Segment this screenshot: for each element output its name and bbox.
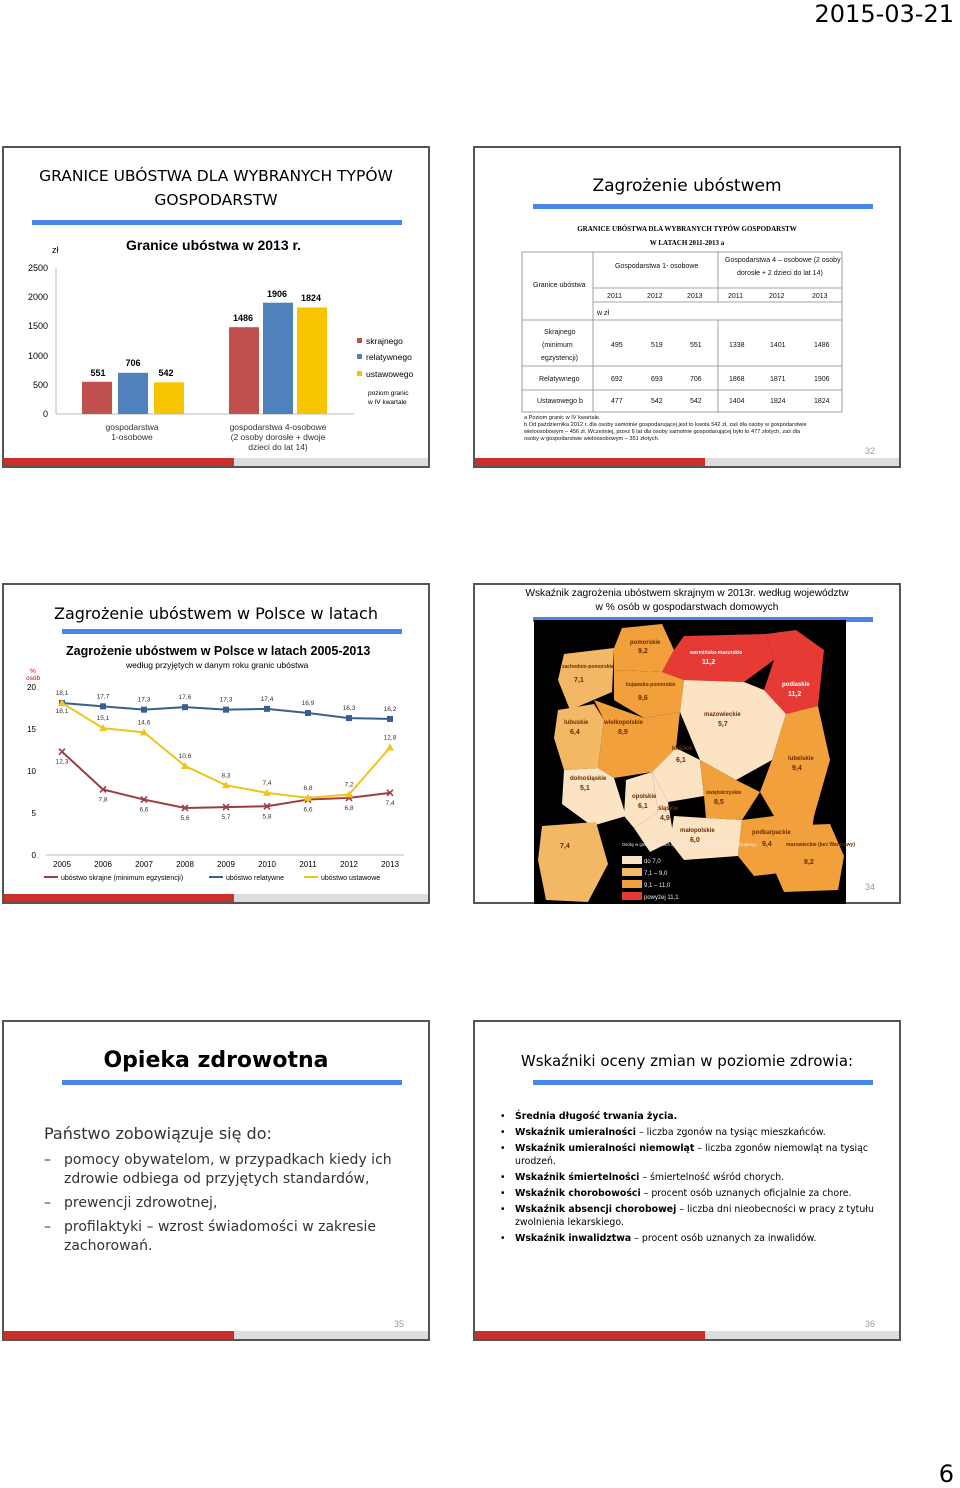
data-label: 6,6 — [139, 806, 149, 814]
row-label: Skrajnego — [544, 329, 576, 336]
indicators-list — [500, 1110, 879, 1248]
region-label: małopolskie — [680, 828, 715, 834]
region-label: pomorskie — [630, 640, 661, 646]
data-point — [386, 743, 394, 750]
cell: 1404 — [729, 398, 745, 405]
x-tick-label: 2005 — [53, 860, 71, 869]
list-item: • Wskaźnik absencji chorobowej – liczba dni nieobecności w pracy z tytułu zwolnienia lekarskiego. — [500, 1204, 874, 1228]
data-label: 10,6 — [178, 752, 192, 760]
y-tick-label: 10 — [27, 767, 36, 776]
data-point — [100, 703, 106, 709]
region-value: 8,9 — [618, 729, 628, 736]
bar-1os-skrajne — [82, 382, 112, 414]
region-label: kujawsko-pomorskie — [626, 682, 676, 688]
data-label: 542 — [158, 368, 174, 378]
data-label: 18,1 — [55, 689, 69, 697]
region-label: mazowieckie — [704, 712, 741, 718]
data-label: 16,3 — [342, 705, 356, 713]
poverty-bar-chart — [4, 226, 428, 466]
region-label: dolnośląskie — [570, 776, 607, 782]
table-note: wieloosobowym – 456 zł. Wcześniej, przez 6 lat dla osoby samotnie gospodarującej było to 477 złotych, zaś dla — [524, 429, 801, 435]
region-value: 6,1 — [638, 803, 648, 810]
data-label: 15,1 — [96, 715, 110, 723]
region-value: 8,5 — [714, 799, 724, 806]
bar-4os-ustawowe — [297, 308, 327, 415]
region-value: 9,6 — [638, 695, 648, 702]
cell: 693 — [651, 376, 663, 383]
obligations-list — [44, 1124, 408, 1261]
slide-title: Zagrożenie ubóstwem — [592, 176, 782, 196]
region-value: 11,2 — [788, 691, 802, 698]
data-label: 7,4 — [262, 779, 272, 787]
x-tick-label: 2013 — [381, 860, 399, 869]
ytick: 500 — [32, 380, 48, 390]
region-label: łódzkie — [672, 746, 693, 752]
x-tick-label: 2006 — [94, 860, 112, 869]
chart-title: Granice ubóstwa w 2013 r. — [126, 237, 302, 253]
bar-4os-skrajne — [229, 327, 259, 414]
x-tick-label: 2010 — [258, 860, 276, 869]
category-label: dzieci do lat 14) — [248, 442, 308, 452]
data-label: 7,2 — [344, 781, 354, 789]
data-label: 12,8 — [383, 734, 397, 742]
data-label: 16,2 — [383, 705, 397, 713]
list-item: • Wskaźnik umieralności niemowląt – liczba zgonów niemowląt na tysiąc urodzeń. — [500, 1143, 869, 1167]
year: 2012 — [769, 293, 785, 300]
page-date: 2015-03-21 — [814, 0, 954, 28]
data-label: 17,7 — [96, 693, 110, 701]
slide-health-indicators — [473, 1020, 901, 1341]
unit-label: zł — [52, 245, 59, 255]
slide-footer — [4, 458, 428, 466]
slide-footer — [4, 1331, 428, 1339]
legend-label: skrajnego — [366, 336, 403, 346]
slide-title: Wskaźnik zagrożenia ubóstwem skrajnym w 2013r. według województw w % osób w gospodarstwach domowych — [525, 588, 849, 613]
map-legend-title: Osoby w gospodarstwach domowych poniżej granicy ubóstwa skrajnego — [622, 842, 757, 847]
inset-value: 7,4 — [560, 843, 570, 850]
data-label: 6,8 — [344, 804, 354, 812]
category-label: (2 osoby dorosłe + dwoje — [230, 432, 326, 442]
data-label: 551 — [90, 368, 106, 378]
data-label: 5,7 — [221, 814, 231, 822]
legend-swatch — [357, 338, 362, 343]
region-label: lubelskie — [788, 756, 814, 762]
y-axis-label: % — [30, 668, 36, 675]
cell: 1868 — [729, 376, 745, 383]
table-header: Gospodarstwa 1- osobowe — [615, 263, 699, 270]
cell: 1871 — [770, 376, 786, 383]
table-note: osoby w gospodarstwie wieloosobowym – 351 złotych. — [524, 436, 660, 442]
data-point — [264, 706, 270, 712]
region-label: podlaskie — [782, 682, 810, 688]
data-point — [182, 704, 188, 710]
cell: 692 — [611, 376, 623, 383]
series-line — [62, 752, 390, 808]
table-header: Granice ubóstwa — [533, 282, 586, 289]
map-legend-item: do 7,0 — [644, 859, 661, 865]
region-value: 11,2 — [702, 659, 716, 666]
year: 2013 — [687, 293, 703, 300]
data-label: 1824 — [300, 293, 322, 303]
region-value: 5,7 — [718, 721, 728, 728]
region-value: 6,0 — [690, 837, 700, 844]
region-lubuskie — [554, 704, 604, 770]
y-tick-label: 0 — [31, 851, 36, 860]
legend-note: w IV kwartale — [368, 399, 407, 406]
legend-note: poziom granic — [368, 390, 409, 397]
region-value: 9,4 — [762, 841, 772, 848]
poland-voivodeship-map — [534, 620, 856, 904]
x-tick-label: 2011 — [299, 860, 317, 869]
map-legend-item: 7,1 – 9,0 — [644, 871, 668, 877]
region-label: warmińsko-mazurskie — [690, 650, 743, 656]
data-label: 7,4 — [385, 799, 395, 807]
ytick: 2500 — [27, 263, 48, 273]
y-tick-label: 20 — [27, 683, 36, 692]
slide-poverty-map — [473, 583, 901, 904]
slide-number: 35 — [393, 1319, 404, 1329]
slide-title: Zagrożenie ubóstwem w Polsce w latach — [54, 604, 378, 623]
row-label: egzystencji) — [541, 355, 578, 362]
data-label: 17,6 — [178, 694, 192, 702]
slide-number: 32 — [864, 446, 875, 456]
cell: 1824 — [770, 398, 786, 405]
y-tick-label: 5 — [31, 809, 36, 818]
cell: 1338 — [729, 342, 745, 349]
cell: 551 — [690, 342, 702, 349]
poverty-line-chart — [4, 635, 428, 895]
data-label: 6,6 — [303, 806, 313, 814]
list-item: • Wskaźnik chorobowości – procent osób uznanych oficjalnie za chore. — [500, 1188, 852, 1199]
list-item: – profilaktyki – wzrost świadomości w zakresie zachorowań. — [44, 1219, 377, 1254]
data-label: 5,8 — [262, 813, 272, 821]
x-tick-label: 2007 — [135, 860, 153, 869]
cell: 1486 — [814, 342, 830, 349]
legend-label: ubóstwo skrajne (minimum egzystencji) — [61, 875, 184, 882]
region-value: 7,1 — [574, 677, 584, 684]
data-label: 17,3 — [219, 696, 233, 704]
table-title: GRANICE UBÓSTWA DLA WYBRANYCH TYPÓW GOSPODARSTW W LATACH 2011-2013 a — [577, 225, 797, 247]
table-note: b Od października 2012 r. dla osoby samotnie gospodarującej jest to kwota 542 zł, zaś dla osoby w gospodarstwie — [524, 422, 807, 428]
year: 2011 — [607, 293, 623, 300]
slide-health-care — [2, 1020, 430, 1341]
data-point — [59, 749, 65, 755]
y-axis-label: osób — [26, 675, 41, 682]
data-label: 6,8 — [303, 784, 313, 792]
legend-swatch — [357, 371, 362, 376]
unit: w zł — [597, 310, 610, 317]
table-header: dorosłe + 2 dzieci do lat 14) — [737, 270, 823, 277]
title-underline — [533, 1080, 873, 1085]
legend-label: ubóstwo relatywne — [226, 875, 284, 882]
data-label: 17,3 — [137, 696, 151, 704]
data-point — [305, 710, 311, 716]
title-underline — [32, 220, 402, 225]
row-label: (minimum — [542, 342, 573, 349]
list-item: • Wskaźnik umieralności – liczba zgonów na tysiąc mieszkańców. — [500, 1127, 826, 1138]
cell: 1906 — [814, 376, 830, 383]
cell: 706 — [690, 376, 702, 383]
page-number: 6 — [938, 1460, 954, 1488]
slide-footer — [475, 1331, 899, 1339]
region-label: podkarpackie — [752, 830, 791, 836]
slide-poverty-trend-chart — [2, 583, 430, 904]
title-underline — [62, 629, 402, 634]
ytick: 1500 — [27, 321, 48, 331]
data-label: 14,6 — [137, 719, 151, 727]
data-label: 1906 — [266, 289, 288, 299]
bar-1os-relatywne — [118, 373, 148, 414]
cell: 542 — [690, 398, 702, 405]
ytick: 0 — [42, 409, 48, 419]
region-label: zachodnio-pomorskie — [562, 664, 614, 670]
title-underline — [62, 1080, 402, 1085]
cell: 542 — [651, 398, 663, 405]
cell: 495 — [611, 342, 623, 349]
year: 2012 — [647, 293, 663, 300]
chart-title: Zagrożenie ubóstwem w Polsce w latach 2005-2013 — [66, 644, 371, 658]
cell: 1824 — [814, 398, 830, 405]
data-label: 7,8 — [98, 796, 108, 804]
chart-subtitle: według przyjętych w danym roku granic ubóstwa — [126, 660, 309, 670]
region-label: lubuskie — [564, 720, 589, 726]
list-item: – pomocy obywatelom, w przypadkach kiedy ich zdrowie odbiega od przyjętych standardów, — [44, 1152, 392, 1187]
data-label: 5,6 — [180, 814, 190, 822]
data-label: 706 — [125, 358, 141, 368]
list-item: • Wskaźnik inwalidztwa – procent osób uznanych za inwalidów. — [500, 1233, 817, 1244]
data-label: 8,3 — [221, 772, 231, 780]
year: 2013 — [812, 293, 828, 300]
list-item: • Wskaźnik śmiertelności – śmiertelność wśród chorych. — [500, 1172, 785, 1183]
x-tick-label: 2012 — [340, 860, 358, 869]
legend-label: relatywnego — [366, 352, 412, 362]
slide-number: 36 — [864, 1319, 875, 1329]
slide-footer — [475, 458, 899, 466]
year: 2011 — [728, 293, 744, 300]
table-header: Gospodarstwa 4 – osobowe (2 osoby — [725, 257, 841, 264]
slide-footer — [4, 894, 428, 902]
bar-4os-relatywne — [263, 303, 293, 414]
region-malopolskie — [670, 816, 742, 860]
table-note: a Poziom granic w IV kwartale. — [524, 415, 601, 421]
category-label: gospodarstwa — [105, 422, 159, 432]
map-legend-item: 9,1 – 11,0 — [644, 883, 671, 889]
legend-label: ustawowego — [366, 369, 414, 379]
region-value: 5,1 — [580, 785, 590, 792]
slide-title: Wskaźniki oceny zmian w poziomie zdrowia: — [520, 1052, 854, 1070]
region-value: 8,2 — [804, 859, 814, 866]
title-underline — [533, 204, 873, 209]
ytick: 1000 — [27, 351, 48, 361]
x-tick-label: 2009 — [217, 860, 235, 869]
cell: 477 — [611, 398, 623, 405]
legend-swatch — [357, 354, 362, 359]
row-label: Relatywnego — [539, 376, 580, 383]
y-tick-label: 15 — [27, 725, 36, 734]
region-label: wielkopolskie — [604, 720, 644, 726]
list-item: • Średnia długość trwania życia. — [500, 1111, 678, 1122]
data-label: 16,9 — [301, 700, 315, 708]
list-item: – prewencji zdrowotnej, — [44, 1195, 218, 1211]
data-point — [346, 715, 352, 721]
x-tick-label: 2008 — [176, 860, 194, 869]
category-label: 1-osobowe — [111, 432, 153, 442]
slide-poverty-threat-table — [473, 146, 901, 468]
region-value: 6,4 — [570, 729, 580, 736]
slide-poverty-limits-chart — [2, 146, 430, 468]
region-value: 6,1 — [676, 757, 686, 764]
bar-1os-ustawowe — [154, 382, 184, 414]
slide-title: Opieka zdrowotna — [103, 1048, 329, 1073]
row-label: Ustawowego b — [537, 398, 583, 405]
legend-label: ubóstwo ustawowe — [321, 875, 381, 882]
cell: 519 — [651, 342, 663, 349]
data-point — [387, 716, 393, 722]
map-legend-item: powyżej 11,1 — [644, 895, 679, 901]
region-value: 9,4 — [792, 765, 802, 772]
region-label: opolskie — [632, 794, 657, 800]
region-label: mazowieckie (bez Warszawy) — [786, 842, 856, 848]
data-label: 12,3 — [55, 758, 69, 766]
region-value: 4,9 — [660, 815, 670, 822]
poverty-limits-table — [475, 248, 899, 448]
region-label: śląskie — [658, 806, 679, 812]
list-lead: Państwo zobowiązuje się do: — [44, 1124, 272, 1143]
region-value: 9,2 — [638, 648, 648, 655]
slide-number: 34 — [864, 882, 875, 892]
data-point — [223, 707, 229, 713]
cell: 1401 — [770, 342, 786, 349]
data-label: 1486 — [232, 313, 254, 323]
category-label: gospodarstwa 4-osobowe — [229, 422, 327, 432]
ytick: 2000 — [27, 292, 48, 302]
slide-title: GRANICE UBÓSTWA DLA WYBRANYCH TYPÓW GOSPODARSTW — [39, 167, 393, 209]
data-label: 17,4 — [260, 695, 274, 703]
data-label: 18,1 — [55, 707, 69, 715]
data-point — [141, 707, 147, 713]
region-label: świętokrzyskie — [706, 790, 742, 796]
